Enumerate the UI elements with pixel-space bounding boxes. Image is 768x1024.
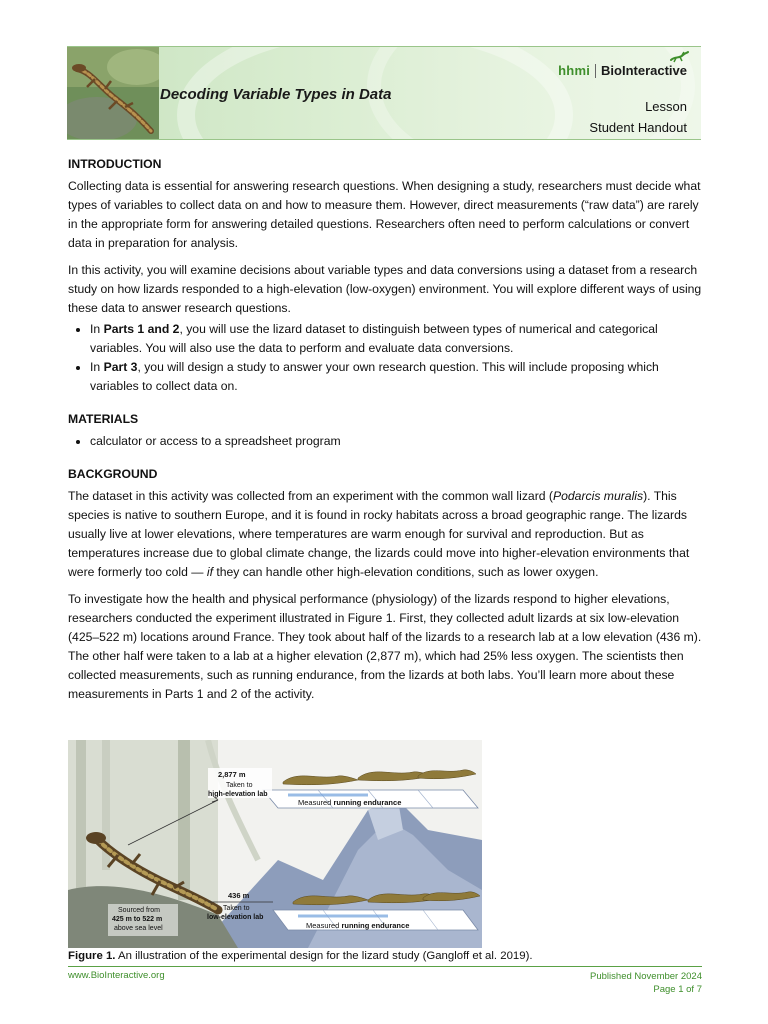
background-paragraph-2: To investigate how the health and physical performance (physiology) of the lizards respond to higher elevations, researchers conducted the experiment illustrated in Figure 1. First, they collected adult lizards at six low-elevation (425–522 m) locations around France. They took about half of the lizards to a research lab at a low elevation (436 m). The other half were taken to a lab at a higher elevation (2,877 m), which had 25% less oxygen. The scientists then collected measurements, such as running endurance, from the lizards at both labs. You’ll learn more about these measurements in Parts 1 and 2 of the activity. (68, 592, 702, 701)
high-taken-label-1: Taken to (226, 782, 253, 789)
high-elevation-label: 2,877 m (218, 770, 246, 779)
background-paragraph-1: The dataset in this activity was collected from an experiment with the common wall lizard (Podarcis muralis). This species is native to southern Europe, and it is found in rocky habitats across a broad geographic range. The lizards usually live at lower elevations, where temperatures are warm enough for survival and reproduction. But as temperatures increase due to global climate change, the lizards could move into higher-elevation environments that were formerly too cold — if they can handle other high-elevation conditions, such as lower oxygen. (68, 489, 690, 579)
measured-label-top: Measured running endurance (298, 798, 402, 807)
figure-caption: Figure 1. An illustration of the experimental design for the lizard study (Gangloff et al. 2019). (68, 950, 533, 962)
sourced-label-2: 425 m to 522 m (112, 916, 163, 923)
low-taken-label-2: low-elevation lab (207, 914, 264, 921)
published-date: Published November 2024 (590, 971, 702, 982)
low-taken-label-1: Taken to (223, 905, 250, 912)
list-item: • In Parts 1 and 2, you will use the lizard dataset to distinguish between types of numerical and categorical variables. You will also use the data to perform and evaluate data conversions. (90, 320, 702, 358)
footer-info (590, 970, 702, 996)
header-banner (67, 46, 701, 140)
document-type: Lesson Student Handout (589, 99, 687, 135)
measured-label-bottom: Measured running endurance (306, 921, 410, 930)
list-item: • In Part 3, you will design a study to answer your own research question. This will include proposing which variables to collect data on. (90, 358, 702, 396)
intro-bullet-list (68, 320, 702, 396)
document-body (68, 155, 702, 712)
lizard-logo-icon (669, 50, 689, 64)
materials-heading: MATERIALS (68, 412, 139, 426)
list-item: • calculator or access to a spreadsheet program (90, 432, 702, 451)
intro-paragraph-1: Collecting data is essential for answering research questions. When designing a study, researchers must decide what types of variables to collect data on and how to measure them. However, direct measurements (“raw data”) are rarely in the appropriate form for answering detailed questions. Researchers often need to perform calculations or convert data in preparation for analysis. (68, 179, 701, 250)
biointeractive-logo: hhmi BioInteractive (558, 63, 687, 78)
footer-divider (68, 966, 702, 967)
background-heading: BACKGROUND (68, 467, 158, 481)
sourced-label-3: above sea level (114, 925, 163, 932)
introduction-heading: INTRODUCTION (68, 157, 162, 171)
sourced-label-1: Sourced from (118, 907, 161, 914)
intro-paragraph-2: In this activity, you will examine decisions about variable types and data conversions using a dataset from a research study on how lizards responded to a high-elevation (low-oxygen) environment. You will explore different ways of using these data to answer research questions. (68, 263, 702, 315)
lizard-photo (67, 47, 159, 139)
footer-url[interactable]: www.BioInteractive.org (68, 970, 165, 981)
high-taken-label-2: high-elevation lab (208, 791, 268, 798)
figure-1-illustration (68, 740, 482, 948)
materials-list (68, 432, 702, 451)
lesson-title: Decoding Variable Types in Data (160, 86, 392, 103)
page-number: Page 1 of 7 (653, 984, 702, 995)
low-elevation-label: 436 m (228, 891, 250, 900)
